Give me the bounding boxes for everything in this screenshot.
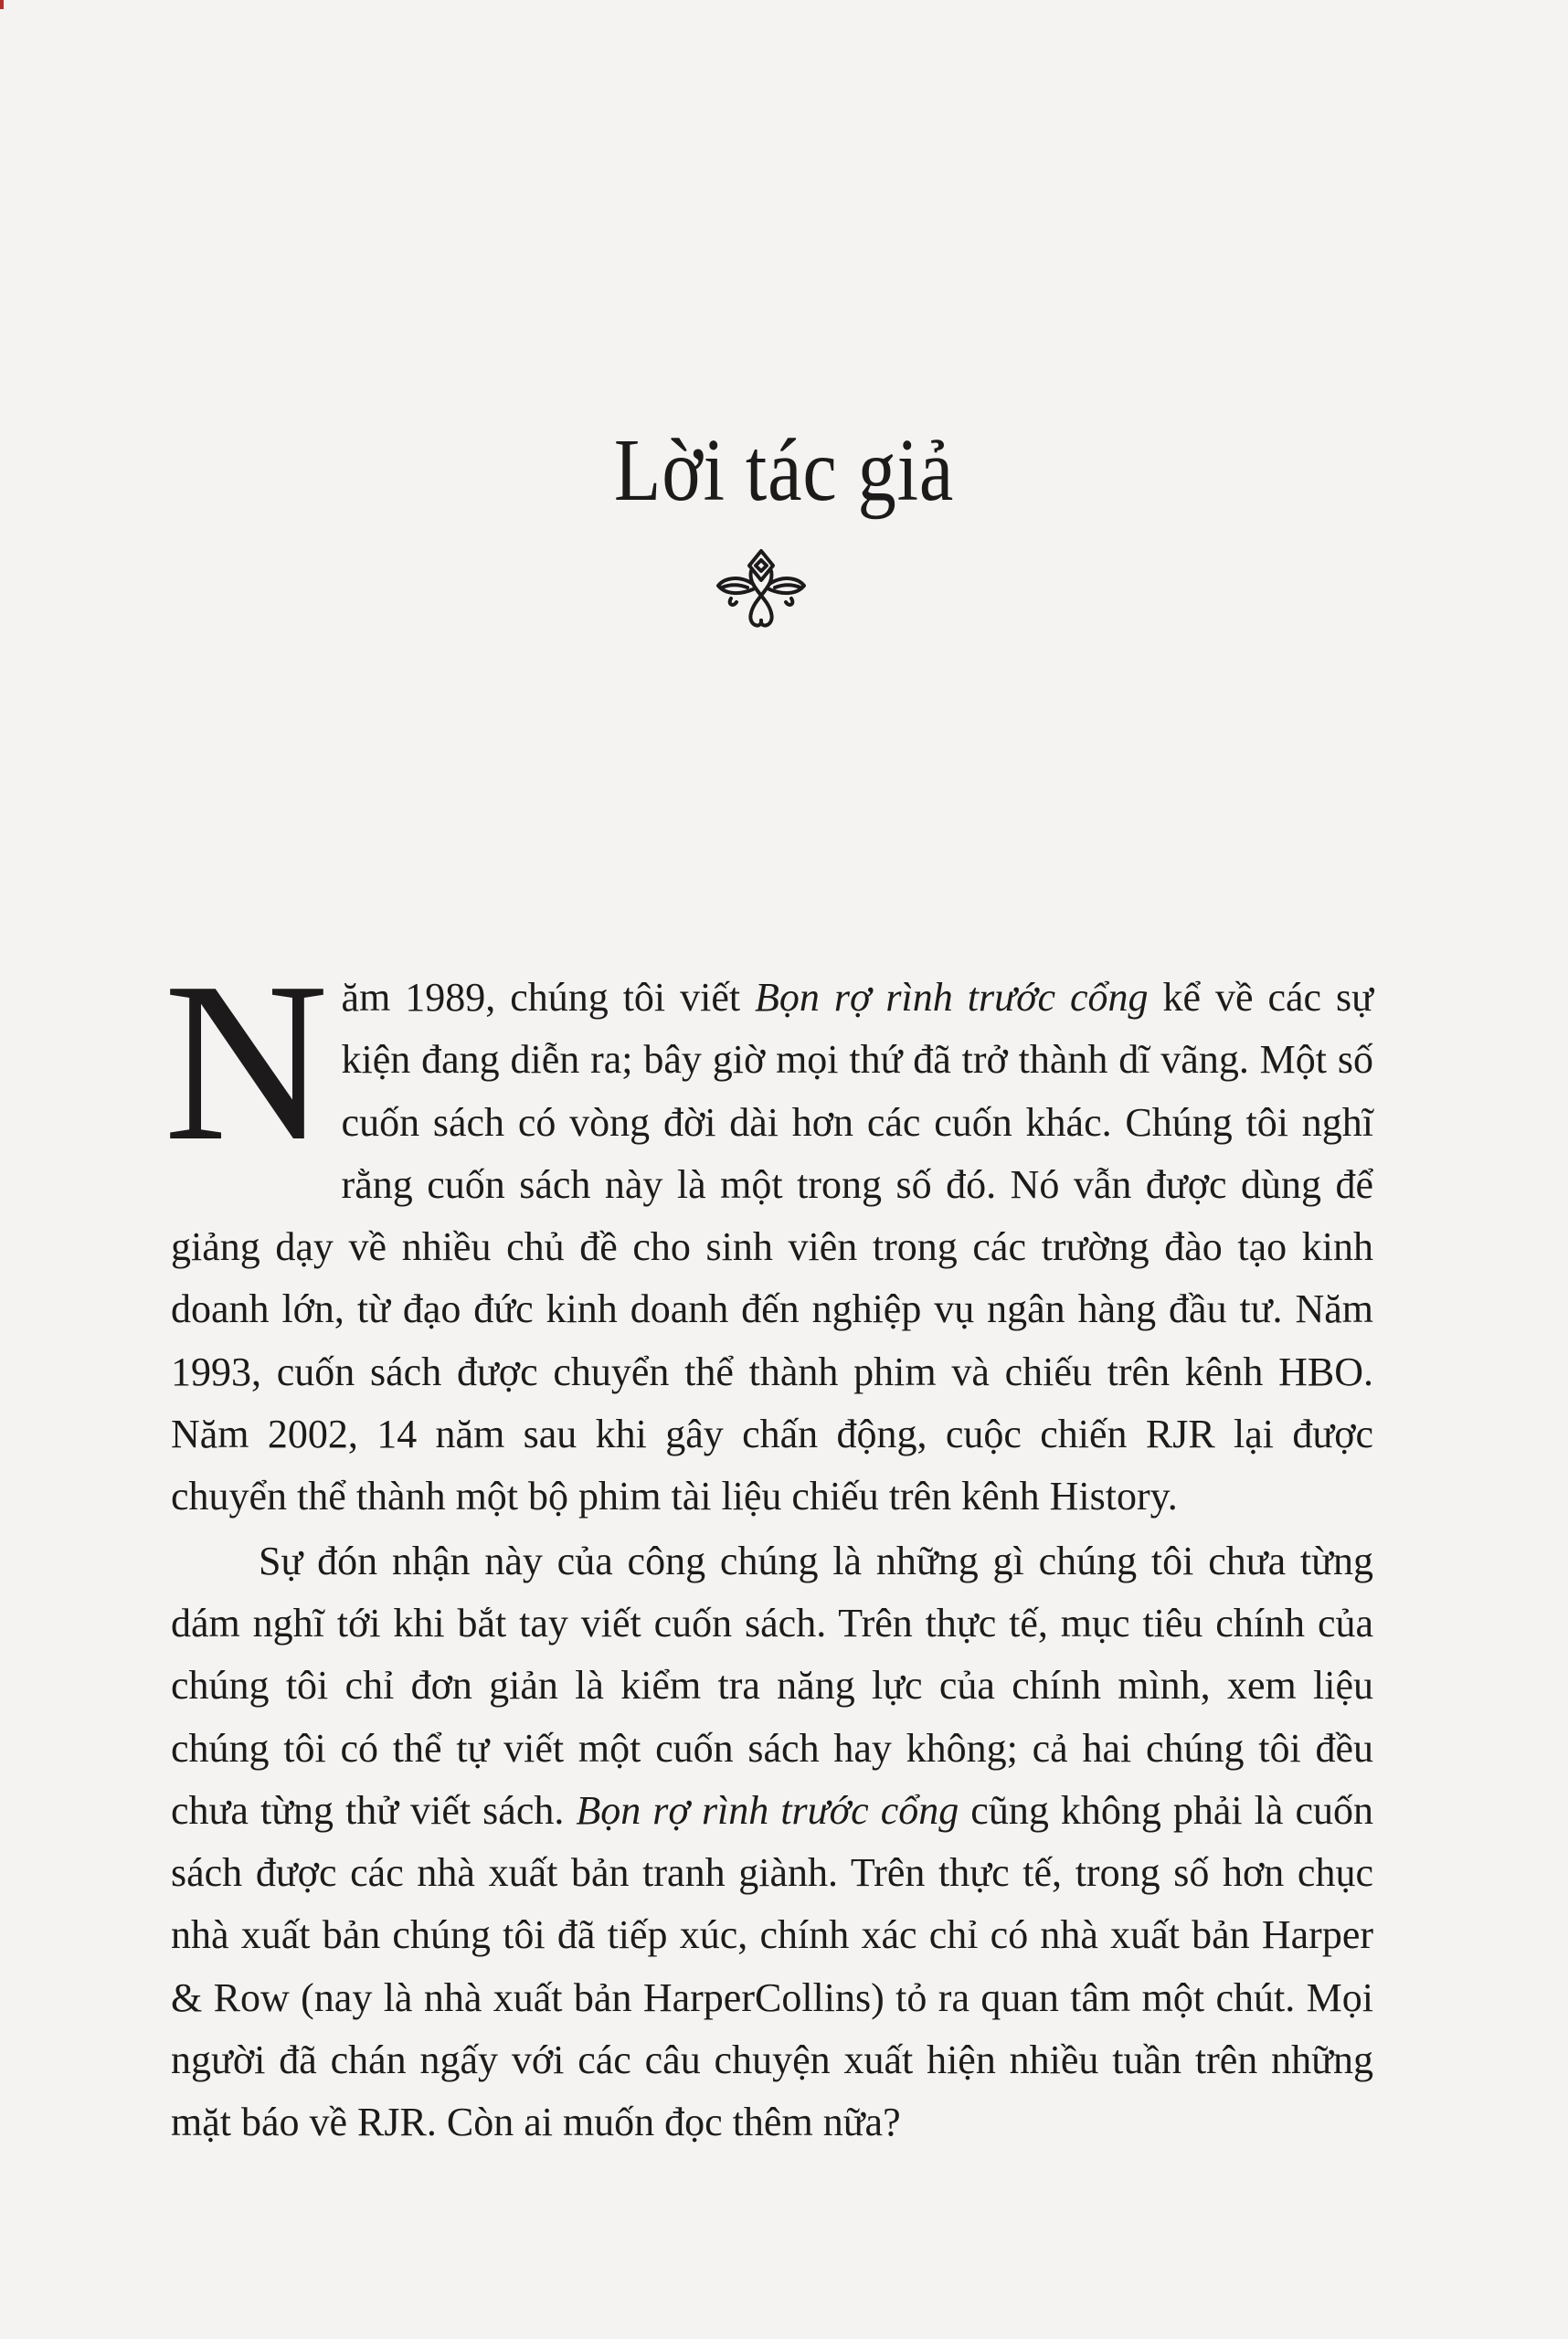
book-title-italic: Bọn rợ rình trước cổng (755, 975, 1149, 1020)
paragraph-1 (164, 936, 1373, 1529)
page-edge-mark (0, 0, 4, 9)
paragraph-2-text-a: Sự đón nhận này của công chúng là những gì chúng tôi chưa từng dám nghĩ tới khi bắt tay viết cuốn sách. Trên thực tế, mục tiêu chính của chúng tôi chỉ đơn giản là kiểm tra năng lực của chính mình, xem liệu chúng tôi có thể tự viết một cuốn sách hay không; cả hai chúng tôi đều chưa từng thử viết sách. (171, 1538, 1373, 1833)
paragraph-1-text-b: kể về các sự kiện đang diễn ra; bây giờ mọi thứ đã trở thành dĩ vãng. Một số cuốn sách có vòng đời dài hơn các cuốn khác. Chúng tôi nghĩ rằng cuốn sách này là một trong số đó. Nó vẫn được dùng để giảng dạy về nhiều chủ đề cho sinh viên trong các trường đào tạo kinh doanh lớn, từ đạo đức kinh doanh đến nghiệp vụ ngân hàng đầu tư. Năm 1993, cuốn sách được chuyển thể thành phim và chiếu trên kênh HBO. Năm 2002, 14 năm sau khi gây chấn động, cuộc chiến RJR lại được chuyển thể thành một bộ phim tài liệu chiếu trên kênh History. (171, 975, 1373, 1519)
paragraph-2 (171, 1530, 1373, 2154)
paragraph-2-text-b: cũng không phải là cuốn sách được các nhà xuất bản tranh giành. Trên thực tế, trong số hơn chục nhà xuất bản chúng tôi đã tiếp xúc, chính xác chỉ có nhà xuất bản Harper & Row (nay là nhà xuất bản HarperCollins) tỏ ra quan tâm một chút. Mọi người đã chán ngấy với các câu chuyện xuất hiện nhiều tuần trên những mặt báo về RJR. Còn ai muốn đọc thêm nữa? (171, 1787, 1373, 2145)
drop-cap: N (164, 936, 329, 1189)
paragraph-1-text-a: ăm 1989, chúng tôi viết (341, 975, 756, 1020)
book-title-italic: Bọn rợ rình trước cổng (576, 1787, 959, 1833)
body-text (164, 936, 1373, 2154)
fleuron-ornament-icon (711, 544, 811, 635)
chapter-title: Lời tác giả (613, 421, 955, 520)
